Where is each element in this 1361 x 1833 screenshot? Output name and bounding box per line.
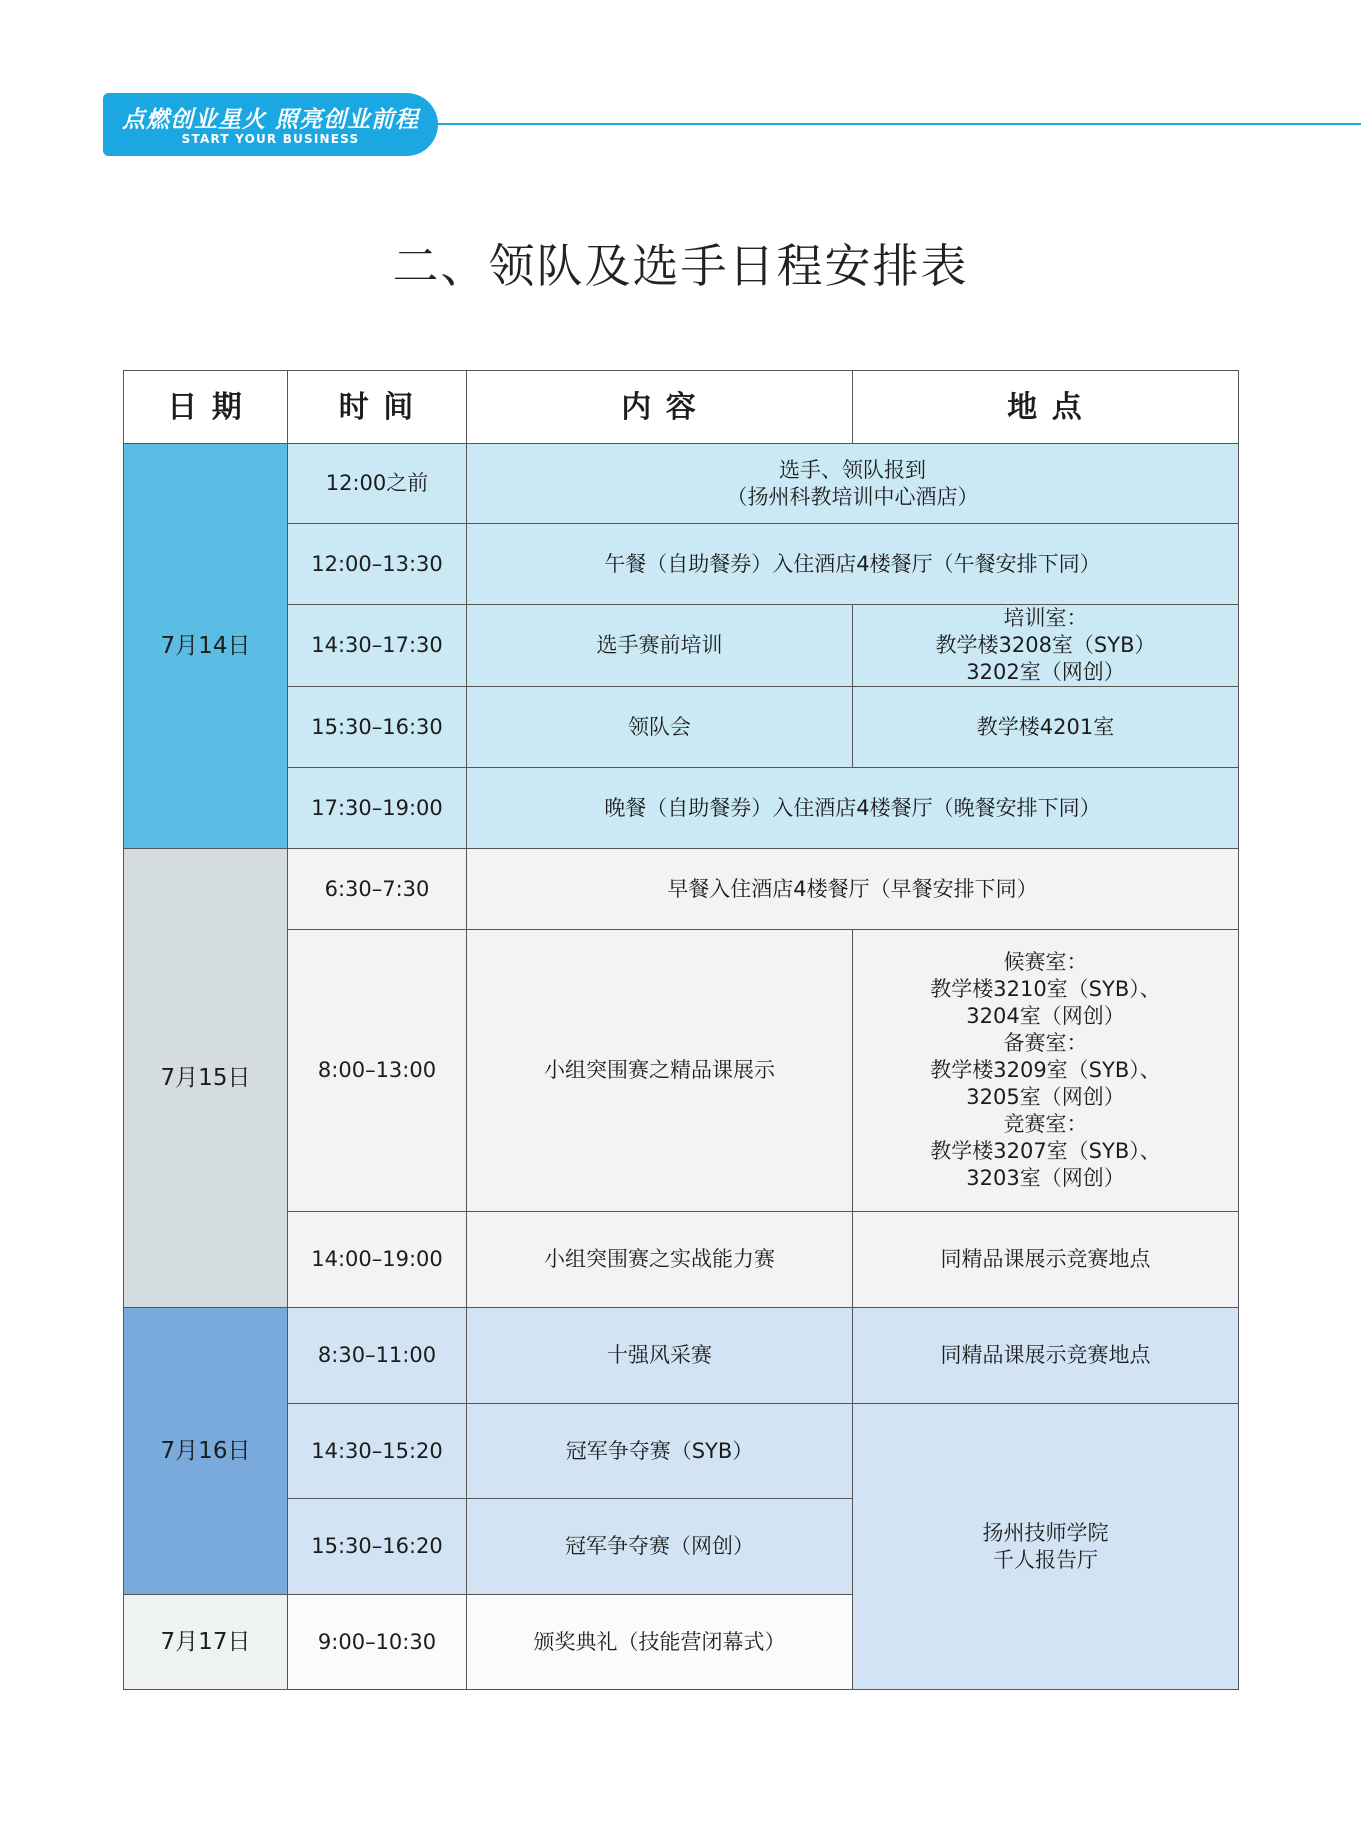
time-cell: 6:30–7:30 [288,849,467,930]
table-row [124,849,1239,930]
table-row [124,930,1239,1212]
table-row [124,524,1239,605]
location-cell: 同精品课展示竞赛地点 [853,1308,1239,1404]
slogan-en: START YOUR BUSINESS [181,132,360,146]
header-content: 内 容 [467,371,853,444]
content-cell: 选手、领队报到 （扬州科教培训中心酒店） [467,444,1239,524]
time-cell: 15:30–16:20 [288,1499,467,1595]
time-cell: 12:00之前 [288,444,467,524]
content-cell: 领队会 [467,687,853,768]
table-header-row [124,371,1239,444]
table-row [124,605,1239,687]
content-cell: 选手赛前培训 [467,605,853,687]
time-cell: 15:30–16:30 [288,687,467,768]
time-cell: 14:00–19:00 [288,1212,467,1308]
date-cell: 7月14日 [124,444,288,849]
content-cell: 冠军争夺赛（SYB） [467,1404,853,1499]
content-cell: 颁奖典礼（技能营闭幕式） [467,1595,853,1690]
location-cell: 候赛室： 教学楼3210室（SYB）、 3204室（网创） 备赛室： 教学楼3209室（SYB）、 3205室（网创） 竞赛室： 教学楼3207室（SYB）、 3203室（网创） [853,930,1239,1212]
time-cell: 12:00–13:30 [288,524,467,605]
slogan: 点燃创业星火 照亮创业前程 [121,107,419,133]
content-cell: 早餐入住酒店4楼餐厅（早餐安排下同） [467,849,1239,930]
table-row [124,1212,1239,1308]
header-divider [430,123,1361,125]
content-cell: 午餐（自助餐券）入住酒店4楼餐厅（午餐安排下同） [467,524,1239,605]
content-cell: 小组突围赛之实战能力赛 [467,1212,853,1308]
time-cell: 17:30–19:00 [288,768,467,849]
time-cell: 14:30–15:20 [288,1404,467,1499]
page-title: 二、领队及选手日程安排表 [392,239,969,293]
table-row [124,444,1239,524]
time-cell: 14:30–17:30 [288,605,467,687]
date-cell: 7月15日 [124,849,288,1308]
date-cell: 7月17日 [124,1595,288,1690]
table-row [124,687,1239,768]
content-cell: 冠军争夺赛（网创） [467,1499,853,1595]
location-cell: 教学楼4201室 [853,687,1239,768]
time-cell: 8:30–11:00 [288,1308,467,1404]
table-row [124,768,1239,849]
header-date: 日 期 [124,371,288,444]
content-cell: 十强风采赛 [467,1308,853,1404]
content-cell: 晚餐（自助餐券）入住酒店4楼餐厅（晚餐安排下同） [467,768,1239,849]
time-cell: 9:00–10:30 [288,1595,467,1690]
time-cell: 8:00–13:00 [288,930,467,1212]
header-time: 时 间 [288,371,467,444]
location-cell: 扬州技师学院 千人报告厅 [853,1404,1239,1690]
header-banner [103,93,438,156]
header-location: 地 点 [853,371,1239,444]
table-row [124,1404,1239,1499]
date-cell: 7月16日 [124,1308,288,1595]
schedule-table [123,370,1239,1690]
content-cell: 小组突围赛之精品课展示 [467,930,853,1212]
location-cell: 同精品课展示竞赛地点 [853,1212,1239,1308]
location-cell: 培训室： 教学楼3208室（SYB） 3202室（网创） [853,605,1239,687]
table-row [124,1308,1239,1404]
